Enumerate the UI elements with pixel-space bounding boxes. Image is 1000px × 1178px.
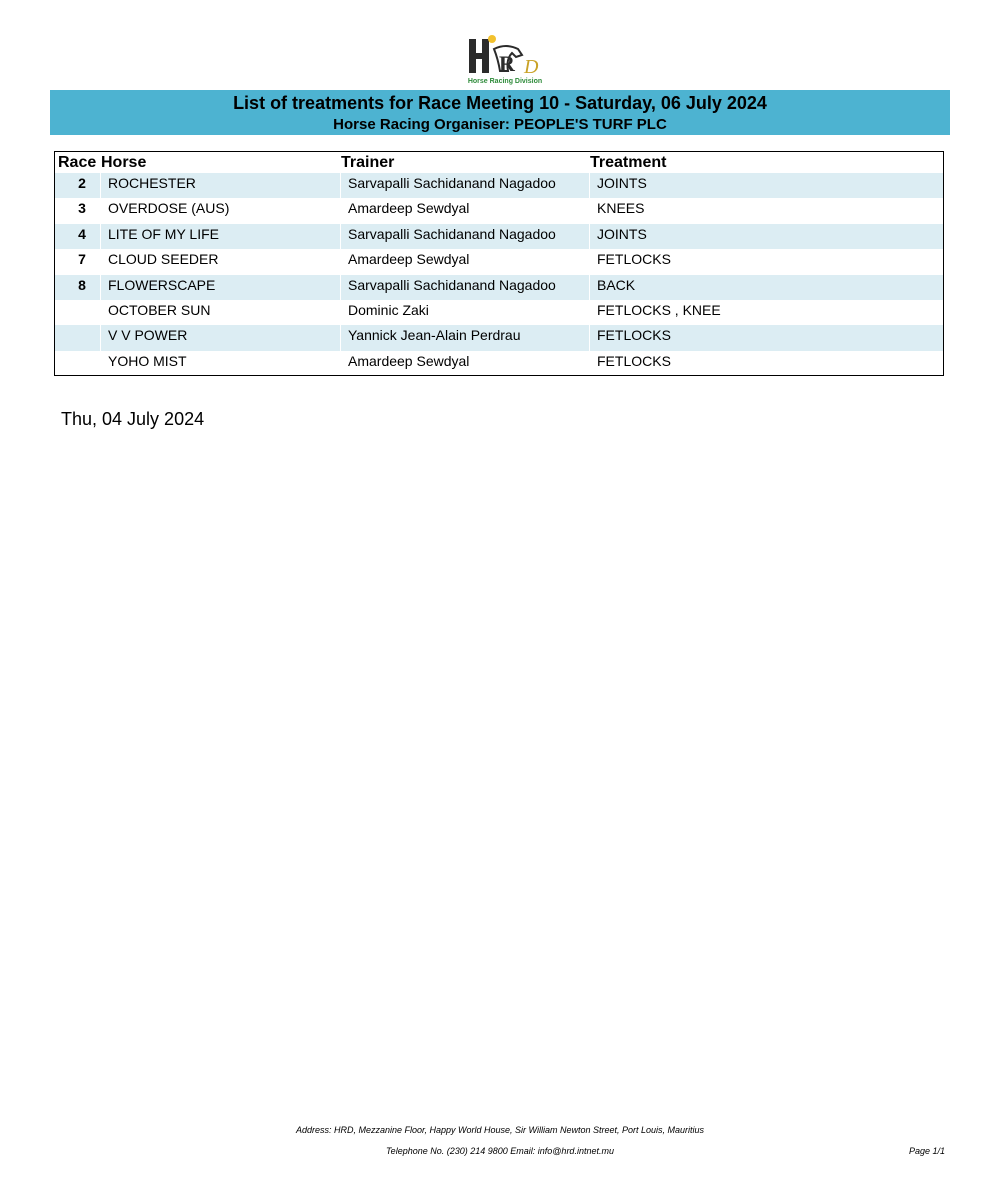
table-row [55,224,943,249]
issue-date: Thu, 04 July 2024 [61,409,205,429]
trainer-name: Dominic Zaki [348,302,429,318]
treatments-table [54,151,944,376]
hrd-logo [462,33,548,89]
column-header-horse: Horse [101,154,147,171]
trainer-name: Amardeep Sewdyal [348,251,470,268]
race-number: 2 [78,175,86,191]
treatment: FETLOCKS [597,352,671,369]
race-number: 7 [78,251,86,268]
footer-address: Address: HRD, Mezzanine Floor, Happy World House, Sir William Newton Street, Port Louis, Mauritius [295,1125,705,1135]
trainer-name: Sarvapalli Sachidanand Nagadoo [348,175,556,191]
table-row [55,325,943,350]
table-row [55,351,943,376]
trainer-name: Sarvapalli Sachidanand Nagadoo [348,225,556,242]
table-row [55,249,943,274]
treatment: BACK [597,276,636,293]
report-header-banner [50,90,950,135]
svg-text:D: D [524,56,539,78]
race-number: 4 [78,225,86,242]
horse-name: YOHO MIST [108,352,187,369]
report-title: List of treatments for Race Meeting 10 - Saturday, 06 July 2024 [233,93,767,113]
trainer-name: Yannick Jean-Alain Perdrau [348,327,521,344]
treatment: JOINTS [597,175,647,191]
horse-name: FLOWERSCAPE [108,276,216,293]
race-number: 3 [78,200,86,217]
table-row [55,198,943,223]
horse-racing-logo-icon [462,33,548,79]
footer-telephone: Telephone No. (230) 214 9800 Email: info@hrd.intnet.mu [386,1146,614,1156]
treatment: KNEES [597,200,645,217]
svg-text:R: R [499,51,515,76]
column-header-race: Race [58,154,97,171]
treatment: FETLOCKS , KNEE [597,302,721,318]
table-row [55,300,943,325]
report-subtitle: Horse Racing Organiser: PEOPLE'S TURF PLC [333,116,667,133]
trainer-name: Sarvapalli Sachidanand Nagadoo [348,276,556,293]
table-header [55,152,943,174]
horse-name: OCTOBER SUN [108,302,211,318]
treatment: FETLOCKS [597,251,671,268]
table-row [55,275,943,300]
horse-name: ROCHESTER [108,175,196,191]
trainer-name: Amardeep Sewdyal [348,200,470,217]
table-row [55,173,943,198]
logo-caption: Horse Racing Division [467,78,543,85]
treatment: JOINTS [597,225,647,242]
race-number: 8 [78,276,86,293]
page-number: Page 1/1 [909,1146,946,1156]
treatment: FETLOCKS [597,327,671,344]
horse-name: LITE OF MY LIFE [108,225,219,242]
column-header-treatment: Treatment [590,154,667,171]
horse-name: CLOUD SEEDER [108,251,219,268]
trainer-name: Amardeep Sewdyal [348,352,470,369]
horse-name: OVERDOSE (AUS) [108,200,230,217]
column-header-trainer: Trainer [341,154,395,171]
horse-name: V V POWER [108,327,188,344]
